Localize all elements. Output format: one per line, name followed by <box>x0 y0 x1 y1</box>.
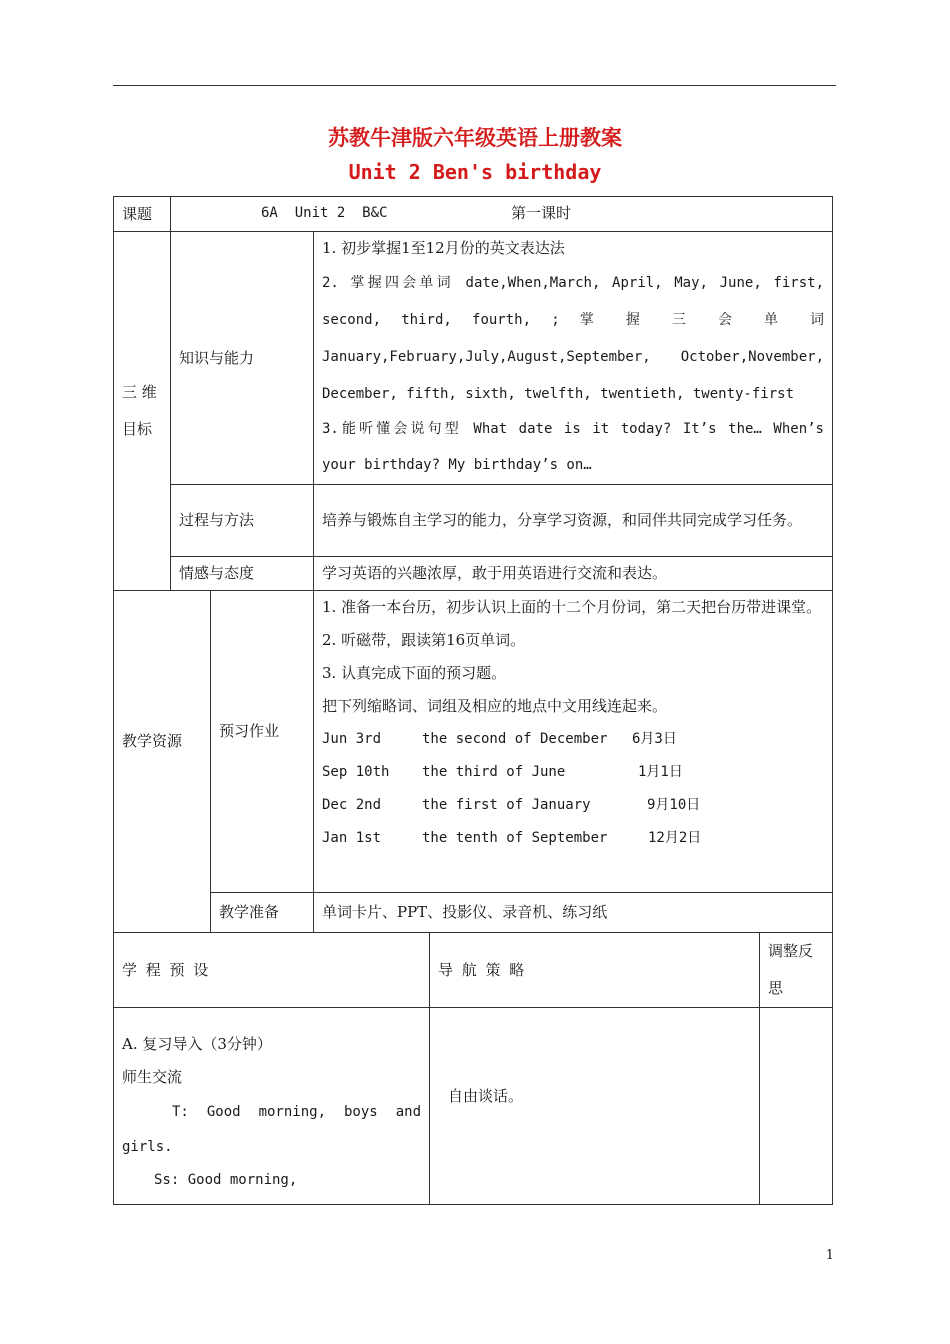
reflection-body <box>760 1008 833 1205</box>
process-body <box>114 1008 430 1205</box>
prep-content: 单词卡片、PPT、投影仪、录音机、练习纸 <box>314 893 833 933</box>
col-header-reflection: 调整反 思 <box>760 933 833 1008</box>
dialogue-students: Ss: Good morning, <box>154 1172 298 1188</box>
knowledge-label: 知识与能力 <box>171 232 314 485</box>
document-title: 苏教牛津版六年级英语上册教案 <box>328 125 622 150</box>
process-label: 过程与方法 <box>171 485 314 557</box>
match-row: Jan 1st the tenth of September 12月2日 <box>322 830 702 846</box>
goal-line-5: December, fifth, sixth, twelfth, twentieth, twenty-first <box>322 386 795 402</box>
resources-table <box>113 590 833 933</box>
topic-period: 第一课时 <box>511 204 572 222</box>
three-dimension-goals-label: 三 维 目标 <box>114 232 171 591</box>
lesson-info-table <box>113 196 833 591</box>
section-a-line-2: 师生交流 <box>122 1068 183 1086</box>
dialogue-teacher-cont: girls. <box>122 1139 173 1155</box>
goal-line-2: 2. 掌握四会单词 date,When,March, April, May, June, first, <box>322 275 824 291</box>
page-number: 1 <box>825 1248 834 1263</box>
goal-line-7: your birthday? My birthday’s on… <box>322 457 592 473</box>
resources-label: 教学资源 <box>114 591 211 933</box>
knowledge-content <box>314 232 833 485</box>
topic-label: 课题 <box>114 197 171 232</box>
col-header-strategy: 导 航 策 略 <box>430 933 760 1008</box>
goal-line-6: 3.能听懂会说句型 What date is it today? It’s the… When’s <box>322 421 824 437</box>
preview-item-3: 3. 认真完成下面的预习题。 <box>322 664 507 682</box>
process-table <box>113 932 833 1205</box>
dialogue-teacher: T: Good morning, boys and <box>172 1104 421 1120</box>
process-content: 培养与锻炼自主学习的能力，分享学习资源，和同伴共同完成学习任务。 <box>314 485 833 557</box>
topic-title: 6A Unit 2 B&C <box>261 205 388 222</box>
match-row: Dec 2nd the first of January 9月10日 <box>322 797 701 813</box>
strategy-body: 自由谈话。 <box>430 1008 760 1205</box>
header-rule <box>113 85 836 86</box>
goal-line-4: January,February,July,August,September, October,November, <box>322 349 824 365</box>
goal-line-1: 1. 初步掌握1至12月份的英文表达法 <box>322 239 565 257</box>
emotion-label: 情感与态度 <box>171 557 314 591</box>
col-header-process: 学 程 预 设 <box>114 933 430 1008</box>
match-row: Sep 10th the third of June 1月1日 <box>322 764 683 780</box>
preview-item-1: 1. 准备一本台历，初步认识上面的十二个月份词，第二天把台历带进课堂。 <box>322 598 822 616</box>
preview-item-2: 2. 听磁带，跟读第16页单词。 <box>322 631 526 649</box>
preview-item-4: 把下列缩略词、词组及相应的地点中文用线连起来。 <box>322 697 668 715</box>
topic-content <box>81 197 743 232</box>
preview-content <box>314 591 833 893</box>
section-a-heading: A. 复习导入（3分钟） <box>122 1035 272 1053</box>
match-row: Jun 3rd the second of December 6月3日 <box>322 731 677 747</box>
emotion-content: 学习英语的兴趣浓厚，敢于用英语进行交流和表达。 <box>314 557 833 591</box>
goal-line-3: second, third, fourth, ; 掌 握 三 会 单 词 <box>322 312 824 328</box>
preview-label: 预习作业 <box>211 591 314 893</box>
document-subtitle: Unit 2 Ben's birthday <box>348 160 602 184</box>
prep-label: 教学准备 <box>211 893 314 933</box>
